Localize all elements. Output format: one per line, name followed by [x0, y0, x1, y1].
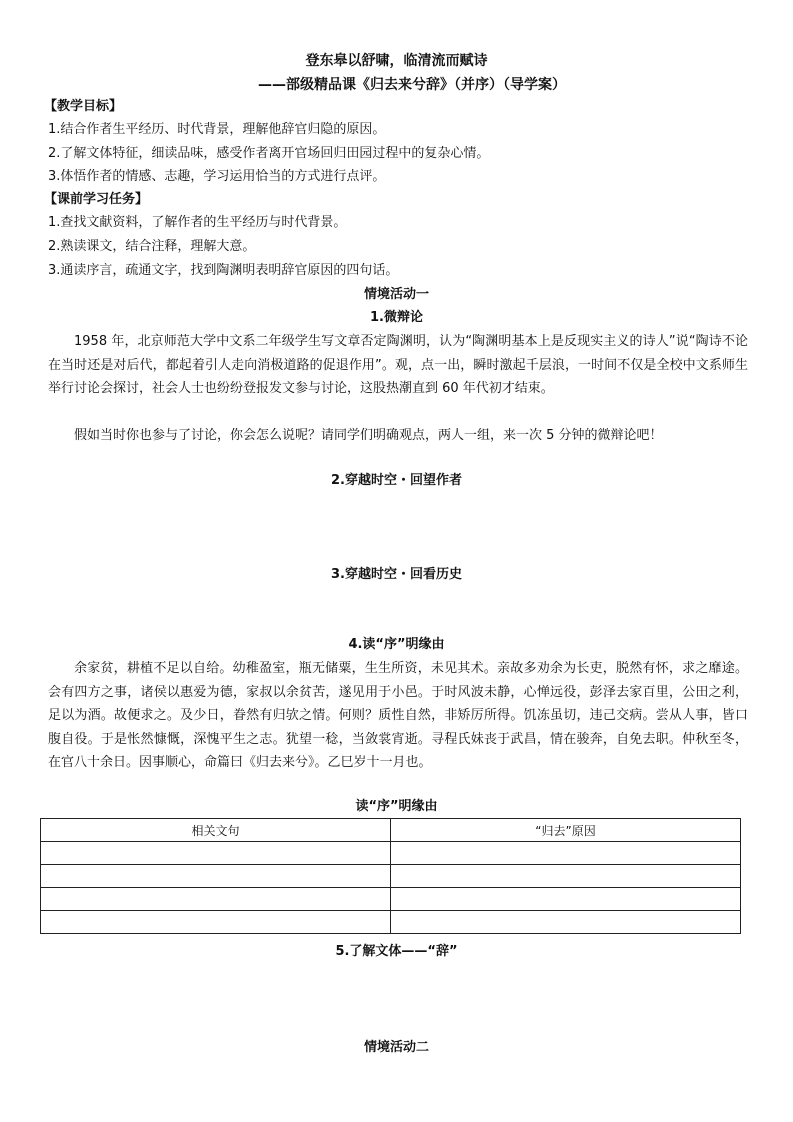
section-4-title: 4.读“序”明缘由	[348, 637, 445, 652]
debate-paragraph-1: 1958 年，北京师范大学中文系二年级学生写文章否定陶渊明，认为“陶渊明基本上是反现实主义的诗人”说“陶诗不论在当时还是对后代，都起着引人走向消极道路的促退作用”。观，点一出，瞬时激起千层浪，一时间不仅是全校中文系师生举行讨论会探讨，社会人士也纷纷登报发文参与讨论，这股热潮直到 60 年代初才结束。	[48, 334, 748, 396]
table-cell[interactable]	[391, 911, 741, 934]
reasons-table	[40, 818, 741, 934]
activity2-heading: 情境活动二	[363, 1040, 429, 1055]
table-row	[41, 842, 741, 865]
table-row	[41, 888, 741, 911]
table-cell[interactable]	[391, 865, 741, 888]
section-5-title: 5.了解文体——“辞”	[335, 944, 458, 959]
activity1-heading: 情境活动一	[363, 287, 429, 302]
table-cell[interactable]	[41, 911, 391, 934]
goal-item-3: 3.体悟作者的情感、志趣，学习运用恰当的方式进行点评。	[48, 169, 386, 184]
pretask-item-1: 1.查找文献资料，了解作者的生平经历与时代背景。	[48, 215, 347, 230]
preface-paragraph: 余家贫，耕植不足以自给。幼稚盈室，瓶无储粟，生生所资，未见其术。亲故多劝余为长吏，脱然有怀，求之靡途。会有四方之事，诸侯以惠爱为德，家叔以余贫苦，遂见用于小邑。于时风波未静，心惮远役，彭泽去家百里，公田之利，足以为酒。故便求之。及少日，眷然有归欤之情。何则？质性自然，非矫厉所得。饥冻虽切，违己交病。尝从人事，皆口腹自役。于是怅然慷慨，深愧平生之志。犹望一稔，当敛裳宵逝。寻程氏妹丧于武昌，情在骏奔，自免去职。仲秋至冬，在官八十余日。因事顺心，命篇曰《归去来兮》。乙巳岁十一月也。	[48, 661, 748, 770]
pretask-item-2: 2.熟读课文，结合注释，理解大意。	[48, 239, 256, 254]
pretask-heading: 【课前学习任务】	[44, 192, 149, 207]
table-header-row	[41, 819, 741, 842]
table-cell[interactable]	[391, 888, 741, 911]
table-cell[interactable]	[41, 865, 391, 888]
doc-title: 登东皋以舒啸，临清流而赋诗	[305, 53, 488, 69]
table-row	[41, 865, 741, 888]
section-1-title: 1.微辩论	[370, 310, 423, 325]
table-row	[41, 911, 741, 934]
table-caption: 读“序”明缘由	[355, 799, 438, 814]
table-cell[interactable]	[41, 842, 391, 865]
section-3-title: 3.穿越时空・回看历史	[331, 567, 462, 582]
header-related-sentences: 相关文句	[41, 819, 391, 842]
goal-item-1: 1.结合作者生平经历、时代背景，理解他辞官归隐的原因。	[48, 122, 386, 137]
doc-subtitle: ——部级精品课《归去来兮辞》（并序）（导学案）	[258, 77, 566, 93]
goal-item-2: 2.了解文体特征，细读品味，感受作者离开官场回归田园过程中的复杂心情。	[48, 146, 490, 161]
table-cell[interactable]	[41, 888, 391, 911]
pretask-item-3: 3.通读序言，疏通文字，找到陶渊明表明辞官原因的四句话。	[48, 263, 399, 278]
table-cell[interactable]	[391, 842, 741, 865]
section-2-title: 2.穿越时空・回望作者	[331, 473, 462, 488]
debate-paragraph-2: 假如当时你也参与了讨论，你会怎么说呢？请同学们明确观点，两人一组，来一次 5 分钟的微辩论吧！	[74, 428, 663, 443]
goals-heading: 【教学目标】	[44, 99, 123, 114]
header-return-reasons: “归去”原因	[391, 819, 741, 842]
